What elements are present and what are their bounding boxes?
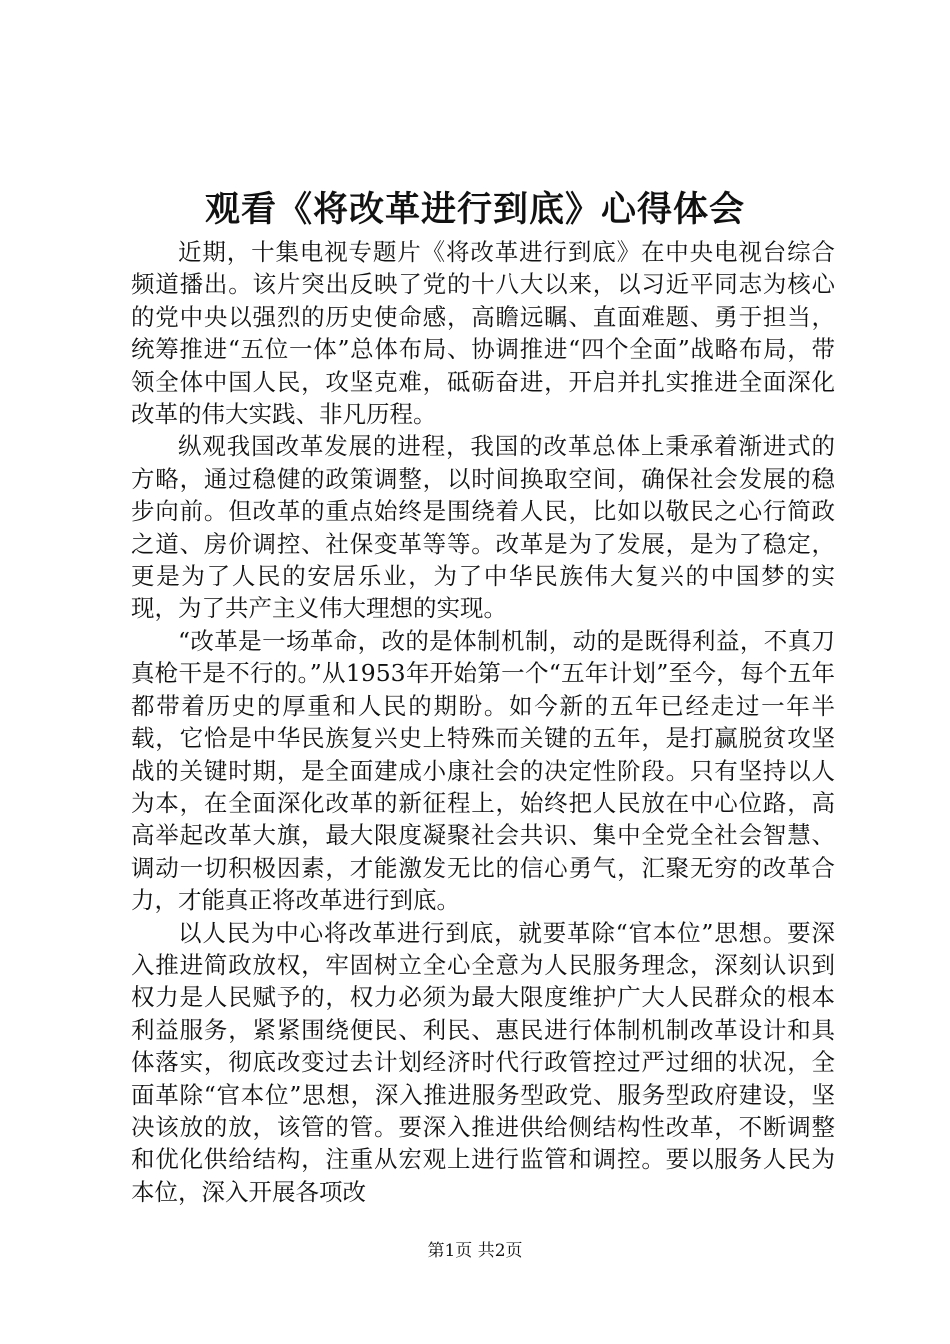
document-title: 观看《将改革进行到底》心得体会 xyxy=(204,189,745,230)
page-footer xyxy=(0,1239,950,1263)
page-indicator: 第1页 共2页 xyxy=(427,1241,523,1261)
paragraph-2: 纵观我国改革发展的进程，我国的改革总体上秉承着渐进式的方略，通过稳健的政策调整，以时间换取空间，确保社会发展的稳步向前。但改革的重点始终是围绕着人民，比如以敬民之心行简政之道、房价调控、社保变革等等。改革是为了发展，是为了稳定，更是为了人民的安居乐业，为了中华民族伟大复兴的中国梦的实现，为了共产主义伟大理想的实现。 xyxy=(131,432,835,623)
paragraph-4: 以人民为中心将改革进行到底，就要革除“官本位”思想。要深入推进简政放权，牢固树立全心全意为人民服务理念，深刻认识到权力是人民赋予的，权力必须为最大限度维护广大人民群众的根本利益服务，紧紧围绕便民、利民、惠民进行体制机制改革设计和具体落实，彻底改变过去计划经济时代行政管控过严过细的状况，全面革除“官本位”思想，深入推进服务型政党、服务型政府建设，坚决该放的放，该管的管。要深入推进供给侧结构性改革，不断调整和优化供给结构，注重从宏观上进行监管和调控。要以服务人民为本位，深入开展各项改 xyxy=(131,918,835,1206)
paragraph-1: 近期，十集电视专题片《将改革进行到底》在中央电视台综合频道播出。该片突出反映了党的十八大以来，以习近平同志为核心的党中央以强烈的历史使命感，高瞻远瞩、直面难题、勇于担当，统筹推进“五位一体”总体布局、协调推进“四个全面”战略布局，带领全体中国人民，攻坚克难，砥砺奋进，开启并扎实推进全面深化改革的伟大实践、非凡历程。 xyxy=(131,238,835,429)
paragraph-3: “改革是一场革命，改的是体制机制，动的是既得利益，不真刀真枪干是不行的。”从1953年开始第一个“五年计划”至今，每个五年都带着历史的厚重和人民的期盼。如今新的五年已经走过一年半载，它恰是中华民族复兴史上特殊而关键的五年，是打赢脱贫攻坚战的关键时期，是全面建成小康社会的决定性阶段。只有坚持以人为本，在全面深化改革的新征程上，始终把人民放在中心位路，高高举起改革大旗，最大限度凝聚社会共识、集中全党全社会智慧、调动一切积极因素，才能激发无比的信心勇气，汇聚无穷的改革合力，才能真正将改革进行到底。 xyxy=(131,626,835,915)
document-body xyxy=(131,236,835,1208)
